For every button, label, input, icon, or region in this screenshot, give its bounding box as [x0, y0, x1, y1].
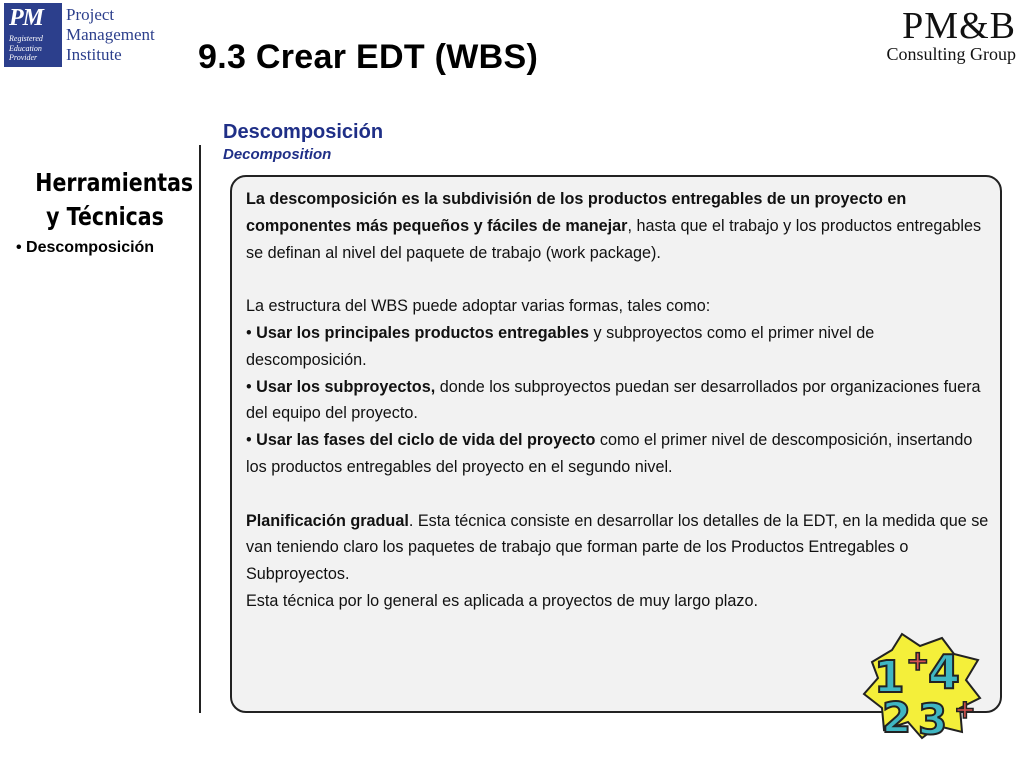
tools-heading: Herramientas y Técnicas — [35, 168, 194, 231]
section-subtitle-english: Decomposition — [223, 146, 332, 163]
pmb-logo — [866, 6, 1016, 72]
plus-sign: + — [906, 644, 930, 677]
list-item: • Usar los subproyectos, donde los subproyectos puedan ser desarrollados por organizaciones fuera del equipo del proyecto. — [246, 377, 981, 423]
list-item: • Usar los principales productos entregables y subproyectos como el primer nivel de descomposición. — [246, 323, 875, 369]
pmi-logo-mark — [4, 3, 62, 67]
digit-two: 2 — [882, 693, 912, 740]
pmi-logo-reg: Registered Education Provider — [9, 34, 43, 62]
forms-intro: La estructura del WBS puede adoptar varias formas, tales como: — [246, 297, 711, 316]
pmi-logo-pm: PM — [9, 5, 43, 31]
list-item: • Usar las fases del ciclo de vida del proyecto como el primer nivel de descomposición, insertando los productos entregables del proyecto en el segundo nivel. — [246, 431, 973, 476]
gradual-planning-paragraph: Planificación gradual. Esta técnica consiste en desarrollar los detalles de la EDT, en la medida que se van teniendo claro los paquetes de trabajo que forman parte de los Productos Entregables o Subproyectos. — [246, 511, 989, 584]
closing-paragraph: Esta técnica por lo general es aplicada a proyectos de muy largo plazo. — [246, 591, 759, 610]
pmb-logo-name: PM&B — [902, 5, 1016, 47]
numbers-clipart-icon — [862, 632, 982, 740]
pmi-logo — [4, 3, 155, 69]
section-subtitle: Descomposición — [223, 121, 384, 143]
pmb-logo-tagline: Consulting Group — [886, 44, 1016, 64]
digit-three: 3 — [918, 695, 948, 740]
definition-paragraph: La descomposición es la subdivisión de los productos entregables de un proyecto en componentes más pequeños y fáciles de manejar, hasta que el trabajo y los productos entregables se definan al nivel del paquete de trabajo (work package). — [246, 190, 982, 262]
page-title: 9.3 Crear EDT (WBS) — [198, 38, 539, 76]
digit-one: 1 — [874, 652, 905, 703]
vertical-divider — [199, 145, 201, 713]
pmi-logo-text: Project Management Institute — [66, 5, 155, 64]
plus-sign: + — [954, 695, 976, 725]
content-body — [246, 186, 994, 615]
sidebar-item-descomposicion: • Descomposición — [16, 239, 155, 256]
digit-four: 4 — [928, 645, 961, 699]
